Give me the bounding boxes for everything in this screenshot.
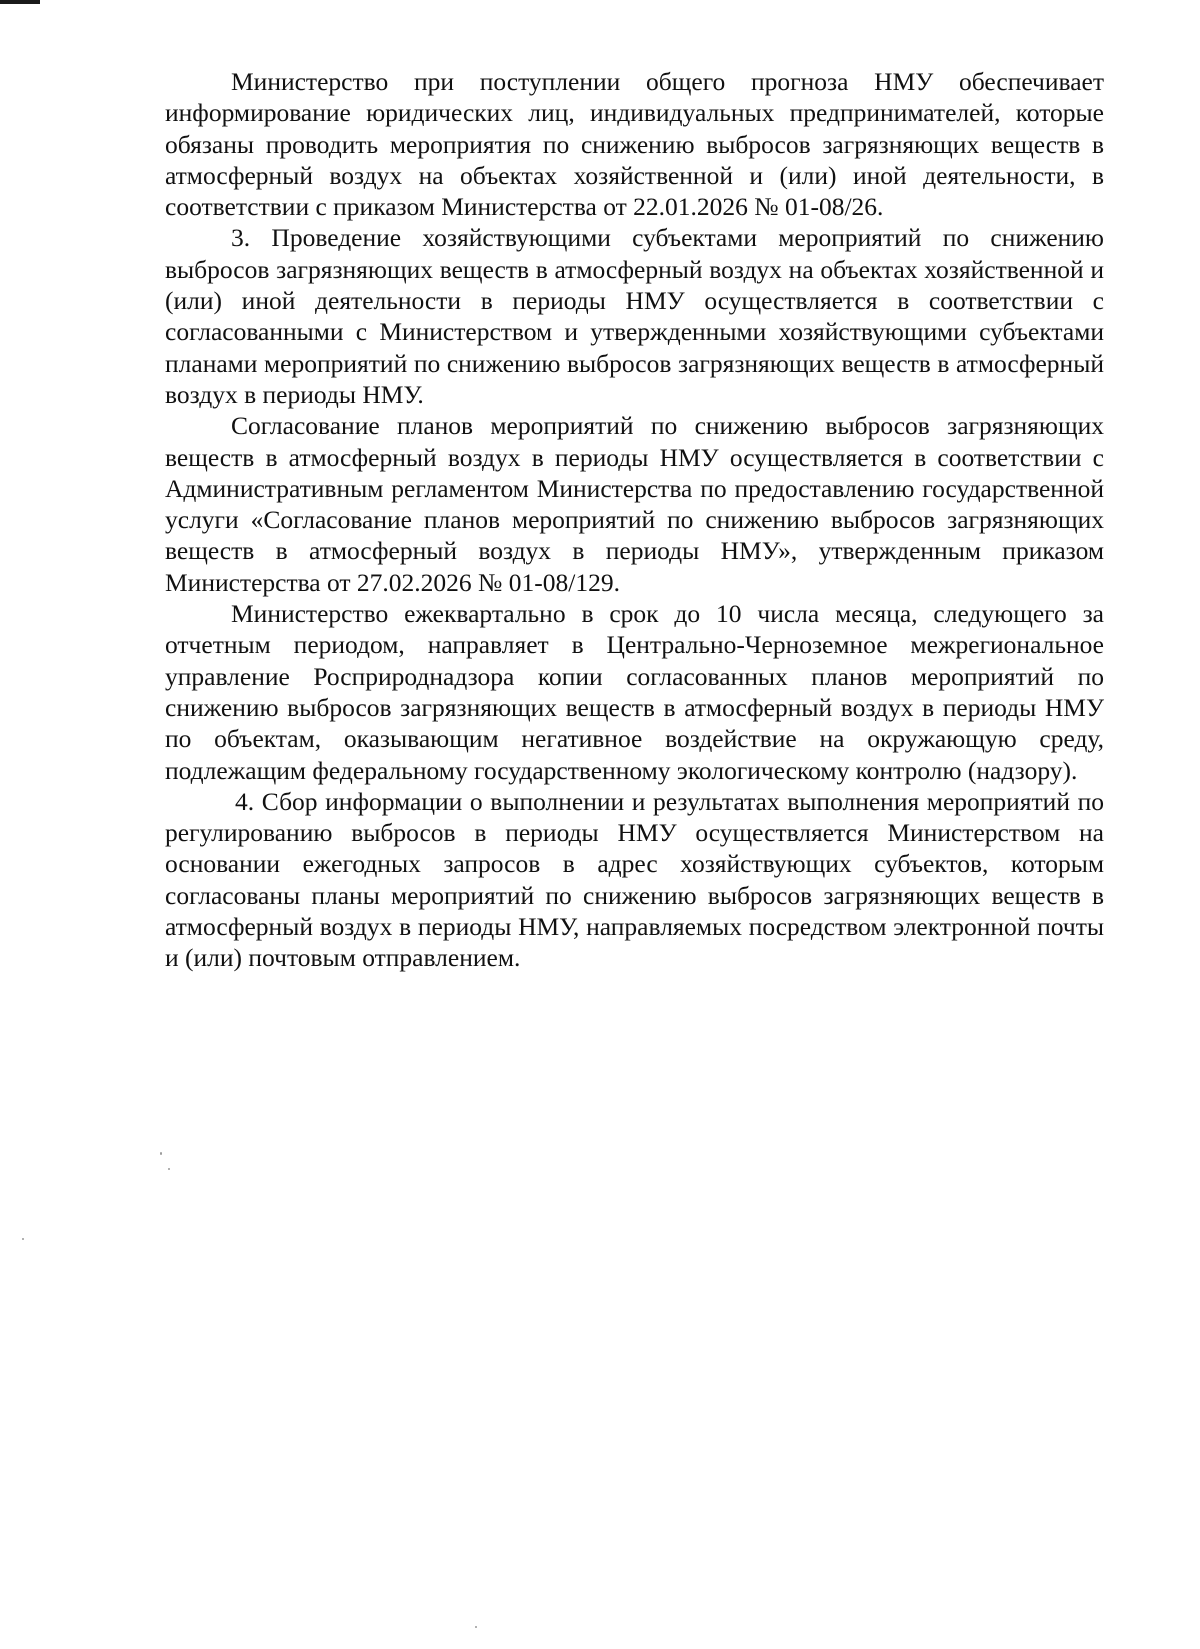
paragraph-informing: Министерство при поступлении общего прогноза НМУ обеспечивает информирование юридических лиц, индивидуальных предпринимателей, которые обязаны проводить мероприятия по снижению выбросов загрязняющих веществ в атмосферный воздух на объектах хозяйственной и (или) иной деятельности, в соответствии с приказом Министерства от 22.01.2026 № 01-08/26. (165, 67, 1104, 222)
scan-speck (22, 1238, 24, 1240)
scan-edge-mark (0, 0, 40, 4)
scan-speck (475, 1626, 477, 1628)
paragraph-quarterly: Министерство ежеквартально в срок до 10 числа месяца, следующего за отчетным периодом, направляет в Центрально-Черноземное межрегиональное управление Росприроднадзора копии согласованных планов мероприятий по снижению выбросов загрязняющих веществ в атмосферный воздух в периоды НМУ по объектам, оказывающим негативное воздействие на окружающую среду, подлежащим федеральному государственному экологическому контролю (надзору). (165, 599, 1104, 785)
paragraph-item-4: 4. Сбор информации о выполнении и результатах выполнения мероприятий по регулированию выбросов в периоды НМУ осуществляется Министерством на основании ежегодных запросов в адрес хозяйствующих субъектов, которым согласованы планы мероприятий по снижению выбросов загрязняющих веществ в атмосферный воздух в периоды НМУ, направляемых посредством электронной почты и (или) почтовым отправлением. (165, 786, 1104, 973)
paragraph-item-3: 3. Проведение хозяйствующими субъектами мероприятий по снижению выбросов загрязняющих веществ в атмосферный воздух на объектах хозяйственной и (или) иной деятельности в периоды НМУ осуществляется в соответствии с согласованными с Министерством и утвержденными хозяйствующими субъектами планами мероприятий по снижению выбросов загрязняющих веществ в атмосферный воздух в периоды НМУ. (165, 223, 1104, 409)
paragraph-approval: Согласование планов мероприятий по снижению выбросов загрязняющих веществ в атмосферный воздух в периоды НМУ осуществляется в соответствии с Административным регламентом Министерства по предоставлению государственной услуги «Согласование планов мероприятий по снижению выбросов загрязняющих веществ в атмосферный воздух в периоды НМУ», утвержденным приказом Министерства от 27.02.2026 № 01-08/129. (165, 411, 1104, 597)
document-page (165, 66, 1104, 974)
scan-speck (168, 1168, 170, 1170)
scan-speck (160, 1152, 162, 1155)
